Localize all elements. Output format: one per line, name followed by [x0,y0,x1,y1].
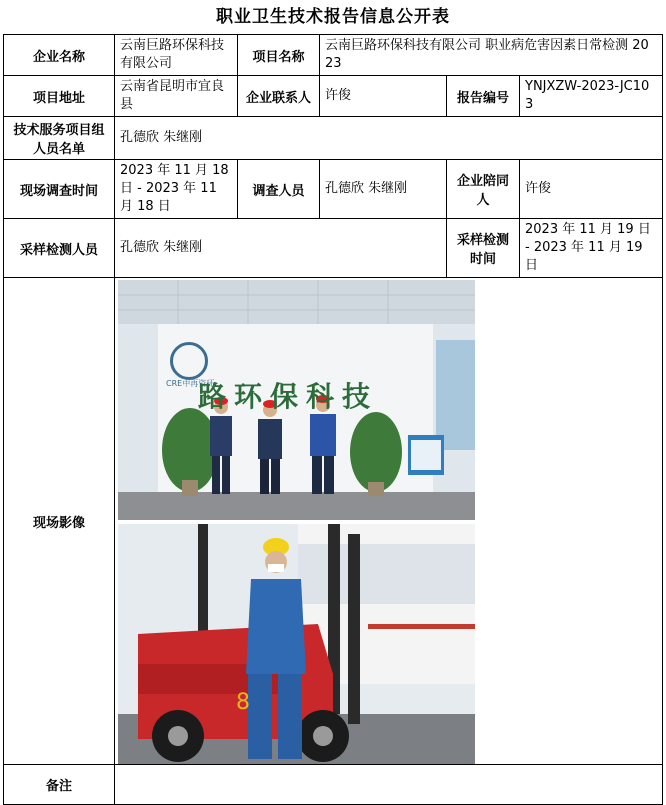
row-team [4,117,663,160]
project-value: 云南巨路环保科技有限公司 职业病危害因素日常检测 2023 [320,35,663,76]
row-photos [4,278,663,765]
team-label: 技术服务项目组人员名单 [4,117,115,160]
remarks-value [115,765,663,805]
photos-label: 现场影像 [4,278,115,765]
report-no-value: YNJXZW-2023-JC103 [520,76,663,117]
page-title: 职业卫生技术报告信息公开表 [216,7,450,27]
contact-value: 许俊 [320,76,447,117]
company-label: 企业名称 [4,35,115,76]
row-sampling [4,219,663,278]
escort-value: 许俊 [520,160,663,219]
wall-sign-text: 路环保科技 [198,380,379,413]
survey-time-value: 2023 年 11 月 18 日 - 2023 年 11 月 18 日 [115,160,238,219]
team-value: 孔德欣 朱继刚 [115,117,663,160]
remarks-label: 备注 [4,765,115,805]
address-value: 云南省昆明市宜良县 [115,76,238,117]
sampling-time-value: 2023 年 11 月 19 日 - 2023 年 11 月 19 日 [520,219,663,278]
logo-text: CRE中再资环 [166,379,215,388]
company-value: 云南巨路环保科技有限公司 [115,35,238,76]
row-company [4,35,663,76]
row-remarks [4,765,663,805]
sampler-value: 孔德欣 朱继刚 [115,219,447,278]
site-photo-forklift [118,524,475,764]
photos-cell [115,278,663,765]
site-photo-lobby [118,280,475,520]
sampler-label: 采样检测人员 [4,219,115,278]
report-no-label: 报告编号 [447,76,520,117]
project-label: 项目名称 [238,35,320,76]
survey-time-label: 现场调查时间 [4,160,115,219]
forklift-scene [118,524,475,764]
surveyor-label: 调查人员 [238,160,320,219]
contact-label: 企业联系人 [238,76,320,117]
escort-label: 企业陪同人 [447,160,520,219]
surveyor-value: 孔德欣 朱继刚 [320,160,447,219]
report-table [3,34,663,805]
row-address [4,76,663,117]
address-label: 项目地址 [4,76,115,117]
svg-text:8: 8 [236,690,250,715]
sampling-time-label: 采样检测时间 [447,219,520,278]
row-survey [4,160,663,219]
